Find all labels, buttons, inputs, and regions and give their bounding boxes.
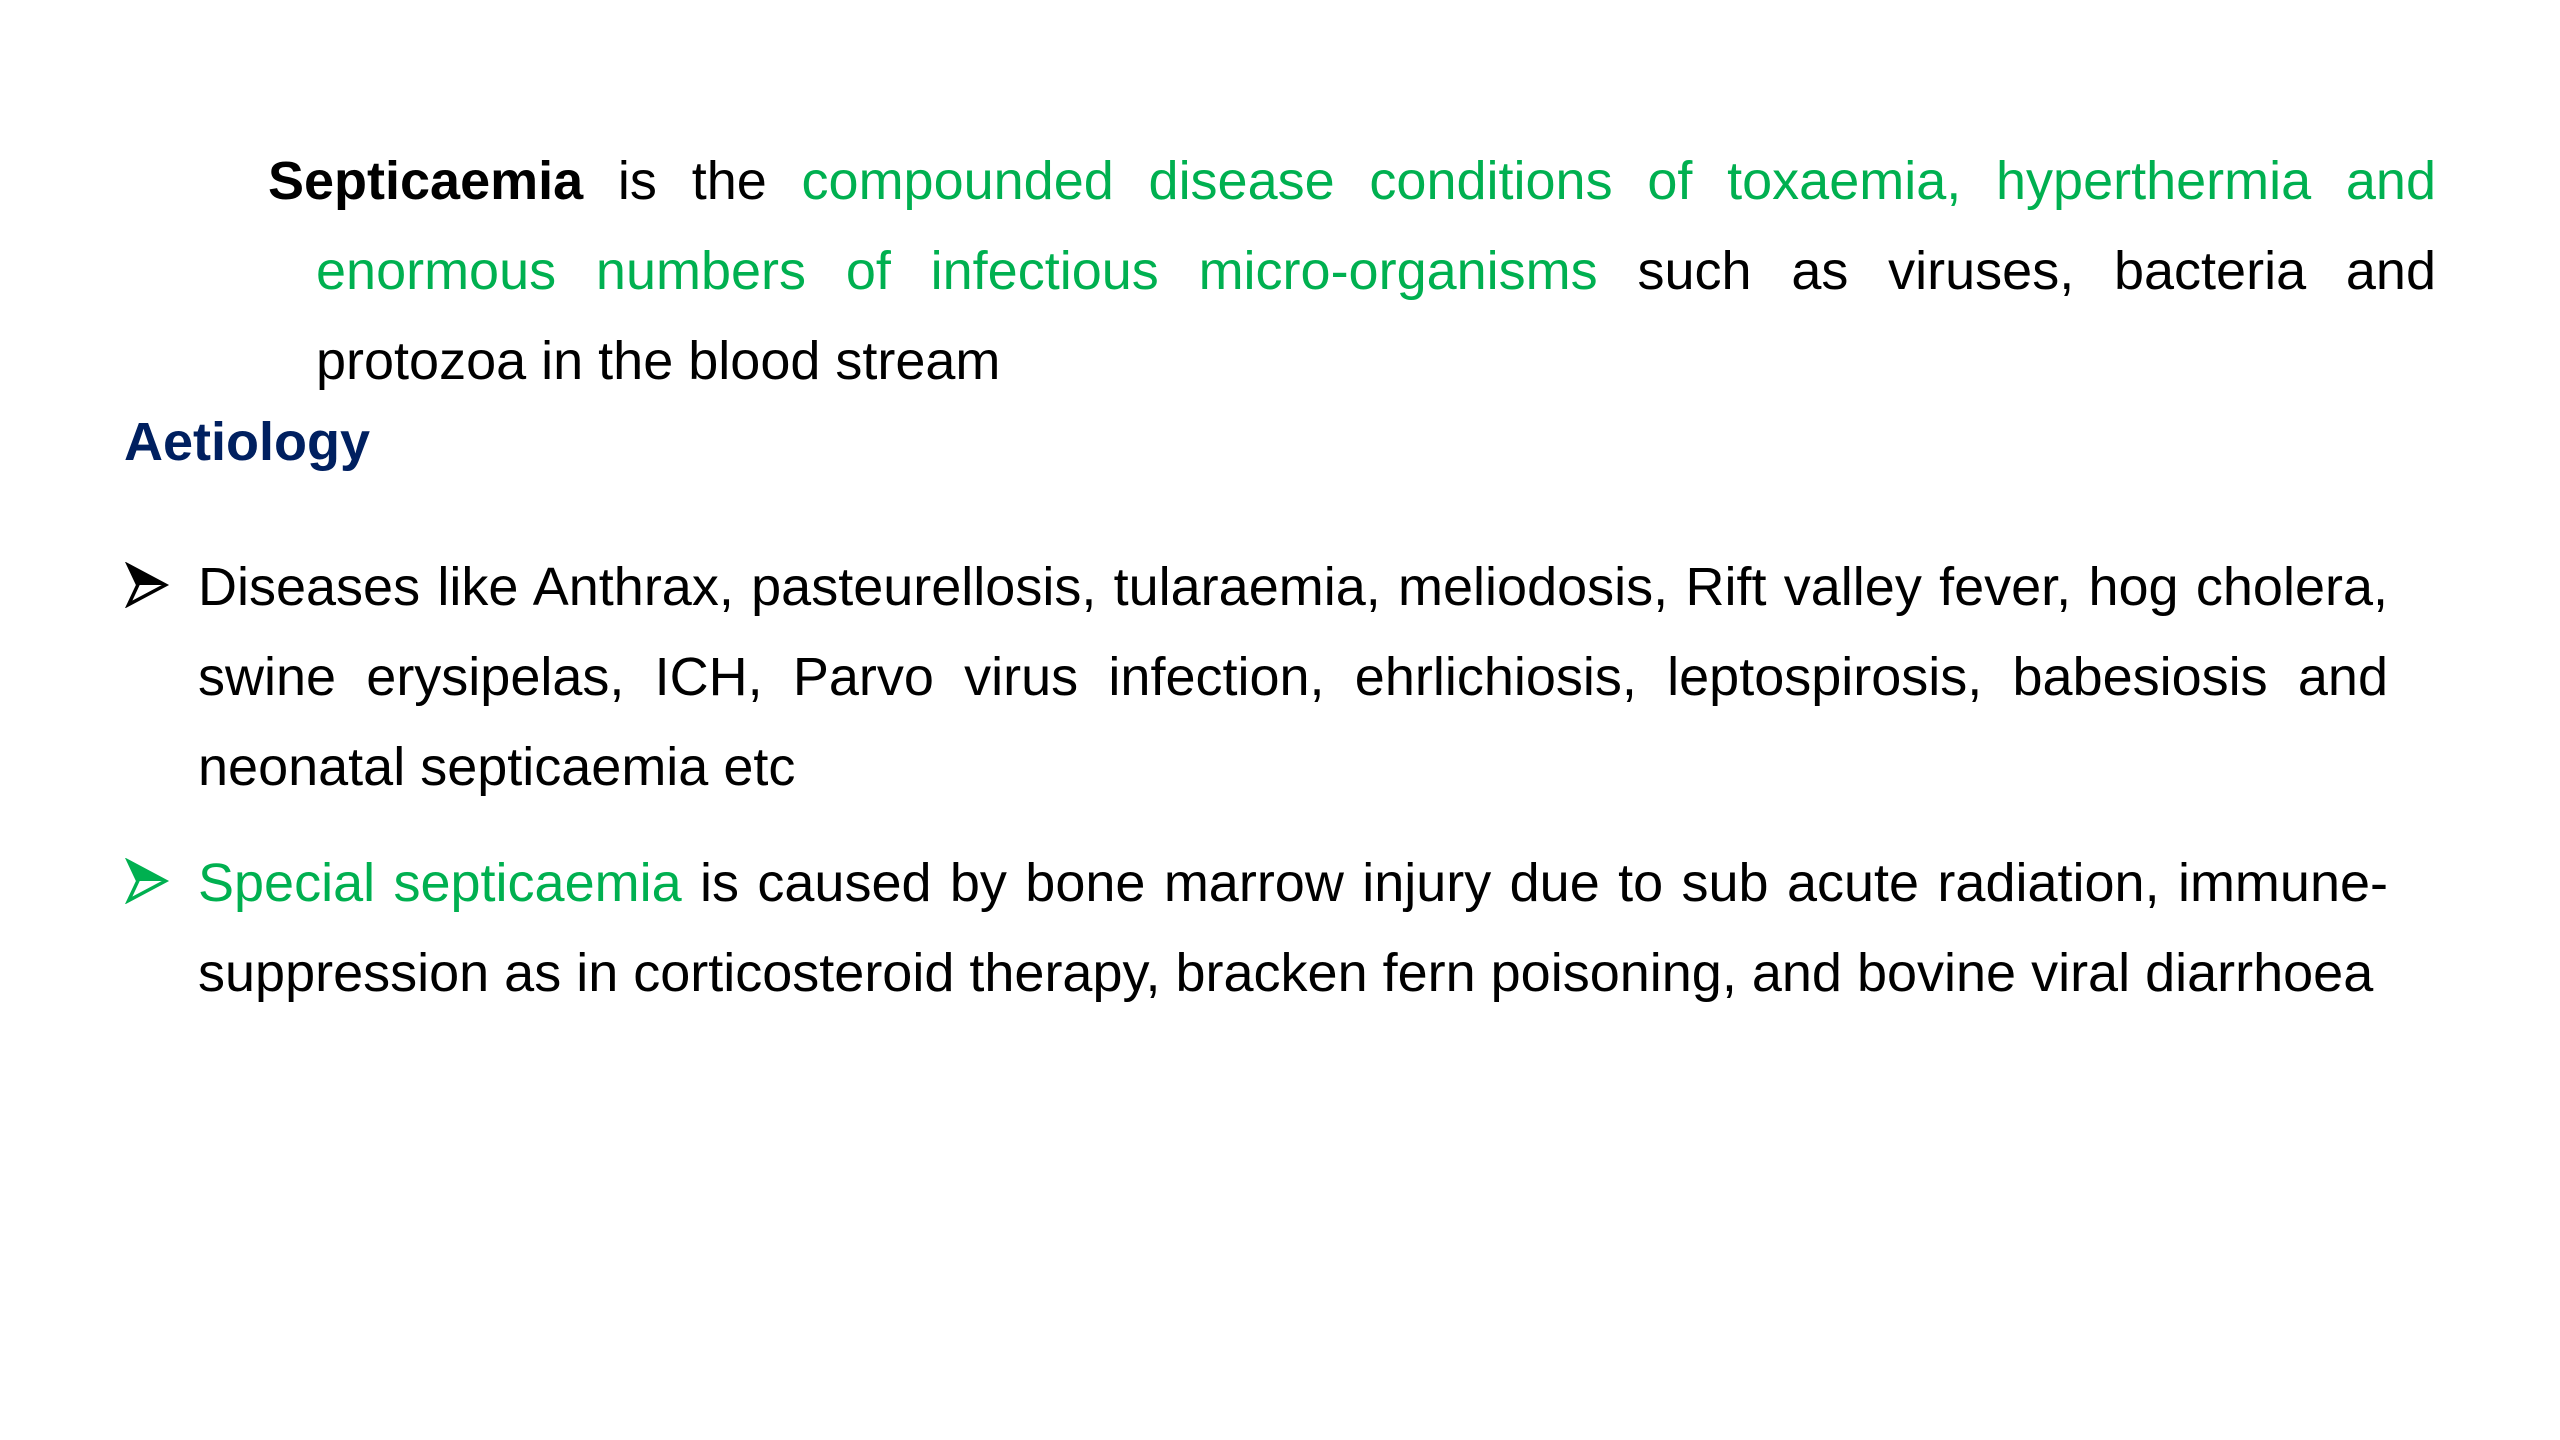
arrow-bullet-icon (124, 858, 170, 904)
bullet-text: is caused by bone marrow injury due to sub acute radiation, immune-suppression as in corticosteroid therapy, bracken fern poisoning, and bovine viral diarrhoea (198, 853, 2388, 1003)
bullet-text: Diseases like Anthrax, pasteurellosis, tularaemia, meliodosis, Rift valley fever, hog cholera, swine erysipelas, ICH, Parvo virus infection, ehrlichiosis, leptospirosis, babesiosis and neonatal septicaemia etc (198, 557, 2388, 797)
list-item (124, 838, 2388, 1018)
definition-rest: such as viruses, bacteria and protozoa in the blood stream (316, 241, 2436, 391)
bullet-highlight: Special septicaemia (198, 853, 682, 913)
definition-term: Septicaemia (268, 151, 584, 211)
definition-connector: is the (583, 151, 802, 211)
section-heading: Aetiology (124, 412, 371, 472)
arrow-bullet-icon (124, 562, 170, 608)
aetiology-list (124, 542, 2388, 1044)
list-item (124, 542, 2388, 812)
definition-highlight: compounded disease conditions of toxaemia, hyperthermia and enormous numbers of infectious micro-organisms (316, 151, 2437, 301)
definition-paragraph (268, 136, 2436, 406)
